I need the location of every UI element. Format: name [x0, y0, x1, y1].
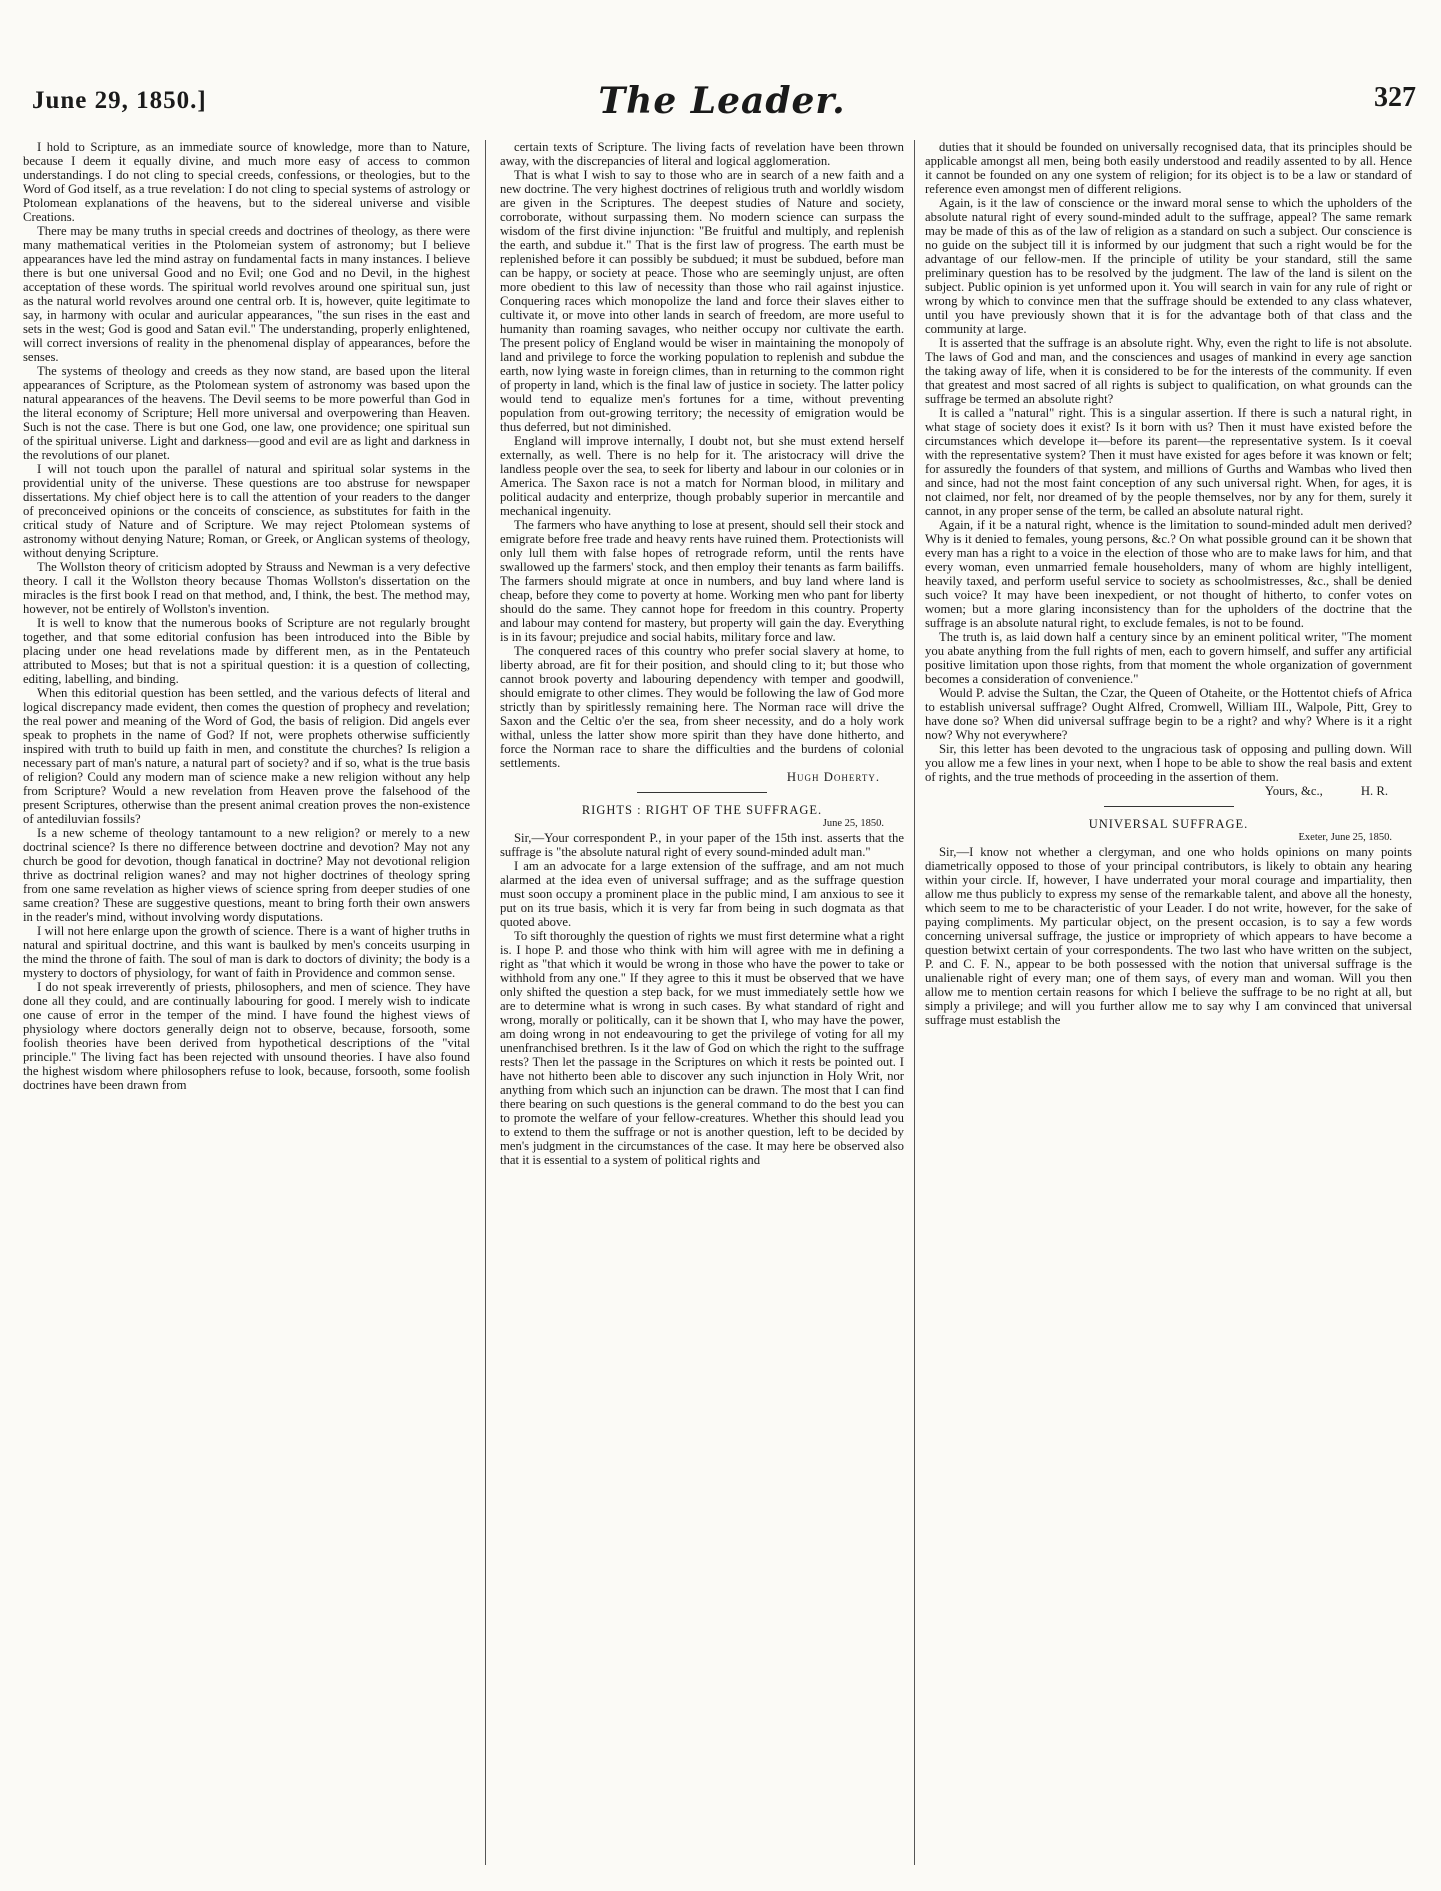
paragraph: Would P. advise the Sultan, the Czar, the Queen of Otaheite, or the Hottentot chiefs of Africa to establish universal suffrage? Ought Alfred, Cromwell, William III., Walpole, Pitt, Grey to have done so? When did universal suffrage begin to be a right? and why? Where is it a right now? Why not everywhere?: [925, 686, 1412, 742]
paragraph: The truth is, as laid down half a century since by an eminent political writer, "The moment you abate anything from the full rights of men, each to govern himself, and suffer any artificial positive limitation upon those rights, from that moment the whole organization of government becomes a consideration of convenience.": [925, 630, 1412, 686]
paragraph: The Wollston theory of criticism adopted by Strauss and Newman is a very defective theory. I call it the Wollston theory because Thomas Wollston's dissertation on the miracles is the first book I read on that method, and, I think, the best. The method may, however, not be entirely of Wollston's invention.: [23, 560, 470, 616]
section-divider: [1104, 806, 1234, 807]
paragraph: Sir,—I know not whether a clergyman, and one who holds opinions on many points diametrically opposed to those of your principal contributors, is likely to obtain any hearing within your circle. If, however, I have underrated your moral courage and impartiality, then allow me thus publicly to express my sense of the remarkable talent, and above all the honesty, which seem to me to be characteristic of your Leader. I do not write, however, for the sake of paying compliments. My particular object, on the present occasion, is to say a few words concerning universal suffrage, the justice or impropriety of which appears to have become a question betwixt certain of your correspondents. The two last who have written on the subject, P. and C. F. N., appear to be both possessed with the notion that universal suffrage is the unalienable right of every man; one of them says, of every man and woman. Will you then allow me to mention certain reasons for which I believe the suffrage to be no right at all, but simply a privilege; and will you further allow me to say why I am convinced that universal suffrage must establish the: [925, 845, 1412, 1027]
column-3: [925, 140, 1412, 1865]
page-number: 327: [1374, 82, 1416, 113]
author-name: Hugh Doherty.: [786, 770, 880, 784]
masthead: [22, 42, 1422, 122]
author-signature: [500, 770, 880, 784]
paragraph: It is well to know that the numerous books of Scripture are not regularly brought together, and that some editorial confusion has been introduced into the Bible by placing under one head revelations made by different men, as in the Pentateuch attributed to Moses; but that is not a spiritual question: it is a question of collecting, editing, labelling, and binding.: [23, 616, 470, 686]
dateline: June 25, 1850.: [822, 818, 884, 829]
paragraph: Again, is it the law of conscience or the inward moral sense to which the upholders of the absolute natural right of every sound-minded adult to the suffrage, appeal? The same remark may be made of this as of the law of religion as a standard on such a subject. Our conscience is no guide on the subject till it is informed by our judgment that such a right would be for the advantage of our fellow-men. If the principle of utility be your standard, still the same preliminary question has to be resolved by the judgment. The law of the land is silent on the subject. Public opinion is yet unformed upon it. You will search in vain for any rule of right or wrong by which to convince men that the suffrage should be extended to any class whatever, until you have previously shown that it is for the advantage both of that class and the community at large.: [925, 196, 1412, 336]
paragraph: I will not touch upon the parallel of natural and spiritual solar systems in the providential unity of the universe. These questions are too abstruse for newspaper dissertations. My chief object here is to call the attention of your readers to the danger of preconceived opinions or the conceits of conscience, as substitutes for faith in the critical study of Nature and of Scripture. We may reject Ptolomean systems of astronomy without denying Nature; Roman, or Greek, or Anglican systems of theology, without denying Scripture.: [23, 462, 470, 560]
column-2: [500, 140, 904, 1865]
paragraph: It is asserted that the suffrage is an absolute right. Why, even the right to life is not absolute. The laws of God and man, and the consciences and usages of mankind in every age sanction the taking away of life, when it is considered to be for the interests of the community. If even that greatest and most sacred of all rights is subject to qualification, on what grounds can the suffrage be termed an absolute right?: [925, 336, 1412, 406]
issue-date: June 29, 1850.]: [32, 87, 207, 114]
column-1: [23, 140, 470, 1865]
paragraph: The systems of theology and creeds as they now stand, are based upon the literal appearances of Scripture, as the Ptolomean system of astronomy was based upon the natural appearances of the heavens. The Devil seems to be more powerful than God in the literal economy of Scripture; Hell more universal and overpowering than Heaven. Such is not the case. There is but one God, one law, one providence; one spiritual sun of the spiritual universe. Light and darkness—good and evil are as light and darkness in the revolutions of our planet.: [23, 364, 470, 462]
paragraph: The conquered races of this country who prefer social slavery at home, to liberty abroad, are fit for their position, and should cling to it; but those who cannot brook poverty and labouring dependency with temper and goodwill, should emigrate to other climes. They would be following the law of God more strictly than by spiritlessly remaining here. The Norman race will drive the Saxon and the Celtic o'er the sea, from sheer necessity, and do a holy work withal, unless the latter show more spirit than they have done hitherto, and force the Norman race to share the difficulties and the burdens of colonial settlements.: [500, 644, 904, 770]
paragraph: To sift thoroughly the question of rights we must first determine what a right is. I hope P. and those who think with him will agree with me in defining a right as "that which it would be wrong in those who have the power to take or withhold from any one." If they agree to this it must be observed that we have only shifted the question a step back, for we must immediately settle how we are to determine what is wrong in such cases. By what standard of right and wrong, morally or politically, can it be shown that I, who may have the power, am doing wrong in not endeavouring to get the privilege of voting for all my unenfranchised brethren. Is it the law of God on which the right to the suffrage rests? Then let the passage in the Scriptures on which it rests be pointed out. I have not hitherto been able to discover any such injunction in Holy Writ, nor anything from which such an injunction can be drawn. The most that I can find there bearing on such questions is the general command to do the best you can to promote the welfare of your fellow-creatures. Whether this should lead you to extend to them the suffrage or not is another question, left to be decided by men's judgment in the circumstances of the case. It may here be observed also that it is essential to a system of political rights and: [500, 929, 904, 1167]
newspaper-title: The Leader.: [598, 80, 846, 122]
section-divider: [637, 792, 767, 793]
column-divider: [914, 140, 915, 1865]
paragraph: duties that it should be founded on universally recognised data, that its principles should be applicable amongst all men, being both easily understood and readily assented to by all. Hence it cannot be founded on any one system of religion; for its object is to be a law or standard of reference even amongst men of different religions.: [925, 140, 1412, 196]
paragraph: I hold to Scripture, as an immediate source of knowledge, more than to Nature, because I deem it equally divine, and much more easy of access to common understandings. I do not cling to special creeds, confessions, or theologies, but to the Word of God itself, as a true revelation: I do not cling to special systems of astrology or Ptolomean explanations of the heavens, but to the sidereal universe and visible Creations.: [23, 140, 470, 224]
column-divider: [485, 140, 486, 1865]
paragraph: certain texts of Scripture. The living facts of revelation have been thrown away, with the discrepancies of literal and logical agglomeration.: [500, 140, 904, 168]
paragraph: Again, if it be a natural right, whence is the limitation to sound-minded adult men derived? Why is it denied to females, young persons, &c.? On what possible ground can it be shown that every man has a right to a voice in the election of those who are to make laws for him, and that every woman, even unmarried female householders, many of whom are highly intelligent, heavily taxed, and perform useful service to society as schoolmistresses, &c., shall be denied such voice? It may have been inexpedient, or not thought of hitherto, to confer votes on women; but a more glaring inconsistency than for the upholders of the doctrine that the suffrage is an absolute natural right, to exclude females, is not to be found.: [925, 518, 1412, 630]
paragraph: Is a new scheme of theology tantamount to a new religion? or merely to a new doctrinal science? Is there no difference between doctrine and devotion? May not any church be good for devotion, though fanatical in doctrine? May not devotional religion thrive as doctrinal religion wanes? and may not higher doctrines of theology spring from one same revelation as higher views of science spring from deeper studies of one same creation? These are suggestive questions, meant to bring forth their own answers in the reader's mind, without involving wordy disputations.: [23, 826, 470, 924]
letter-signature: [925, 784, 1388, 798]
paragraph: It is called a "natural" right. This is a singular assertion. If there is such a natural right, in what stage of society does it exist? Is it born with us? Then it must have existed before the circumstances which develope it—before its parent—the representative system. Is it coeval with the representative system? Then it must have existed for ages before it was known or felt; for assuredly the founders of that system, and millions of Gurths and Wambas who lived then and since, had not the most faint conception of any such universal right. When, for ages, it is not claimed, nor felt, nor dreamed of by the people themselves, nor by any for them, surely it cannot, in any proper sense of the term, be called an absolute natural right.: [925, 406, 1412, 518]
paragraph: Sir,—Your correspondent P., in your paper of the 15th inst. asserts that the suffrage is "the absolute natural right of every sound-minded adult man.": [500, 831, 904, 859]
paragraph: The farmers who have anything to lose at present, should sell their stock and emigrate before free trade and heavy rents have ruined them. Protectionists will only lull them with false hopes of retrograde reform, until the rents have swallowed up the farmers' stock, and then employ their tenants as farm bailiffs. The farmers should migrate at once in numbers, and buy land where land is cheap, before they come to poverty at home. Working men who pant for liberty should do the same. They cannot hope for freedom in this country. Property and labour may contend for mastery, but property will gain the day. Everything is in its favour; prejudice and social habits, military force and law.: [500, 518, 904, 644]
paragraph: That is what I wish to say to those who are in search of a new faith and a new doctrine. The very highest doctrines of religious truth and worldly wisdom are given in the Scriptures. The deepest studies of Nature and society, corroborate, without surpassing them. No modern science can surpass the wisdom of the first divine injunction: "Be fruitful and multiply, and replenish the earth, and subdue it." That is the first law of progress. The earth must be replenished before it can possibly be subdued; it must be subdued, before man can be happy, or society at peace. Those who are seemingly unjust, are often more obedient to this law of necessity than those who rail against injustice. Conquering races which monopolize the land and force their slaves either to cultivate it, or move into other lands in search of freedom, are more useful to humanity than roaming savages, who neither occupy nor cultivate the earth. The present policy of England would be wiser in maintaining the monopoly of land and privilege to force the working population to replenish and subdue the earth, now lying waste in foreign climes, than in returning to the common right of property in land, which is the final law of justice in society. The latter policy would tend to equalize men's fortunes for a time, without preventing population from out-growing territory; the necessity of emigration would be thus deferred, but not diminished.: [500, 168, 904, 434]
paragraph: Sir, this letter has been devoted to the ungracious task of opposing and pulling down. Will you allow me a few lines in your next, when I hope to be able to show the real basis and extent of rights, and the true methods of proceeding in the assertion of them.: [925, 742, 1412, 784]
paragraph: There may be many truths in special creeds and doctrines of theology, as there were many mathematical verities in the Ptolomeian system of astronomy; but I believe appearances have led the mind astray on fundamental facts in many instances. I believe there is but one universal Good and no Evil; one God and no Devil, in the highest acceptation of these words. The spiritual world revolves around one spiritual sun, just as the natural world revolves around one central orb. It is, however, quite legitimate to say, in harmony with ocular and auricular appearances, "the sun rises in the east and sets in the west; God is good and Satan evil." The understanding, properly enlightened, will correct inversions of reality in the phenomenal display of appearances, before the senses.: [23, 224, 470, 364]
article-heading: RIGHTS : RIGHT OF THE SUFFRAGE.: [581, 803, 823, 817]
paragraph: England will improve internally, I doubt not, but she must extend herself externally, as well. There is no help for it. The aristocracy will drive the landless people over the sea, to seek for liberty and labour in our colonies or in America. The Saxon race is not a match for Norman blood, in military and political audacity and enterprize, though probably superior in mercantile and mechanical ingenuity.: [500, 434, 904, 518]
article-heading: UNIVERSAL SUFFRAGE.: [1088, 817, 1249, 831]
dateline: Exeter, June 25, 1850.: [1298, 832, 1392, 843]
paragraph: I am an advocate for a large extension of the suffrage, and am not much alarmed at the idea even of universal suffrage; and as the suffrage question must soon occupy a prominent place in the public mind, I am anxious to see it put on its true basis, which it is very far from being in such dogmata as that quoted above.: [500, 859, 904, 929]
initials: H. R.: [1360, 784, 1388, 798]
paragraph: I will not here enlarge upon the growth of science. There is a want of higher truths in natural and spiritual doctrine, and this want is baulked by men's conceits usurping in the mind the throne of faith. The soul of man is dark to doctors of divinity; the body is a mystery to doctors of physiology, for want of faith in Providence and common sense.: [23, 924, 470, 980]
paragraph: I do not speak irreverently of priests, philosophers, and men of science. They have done all they could, and are continually labouring for good. I merely wish to indicate one cause of error in the temper of the mind. I have found the highest views of physiology where doctors generally deign not to observe, because, forsooth, some foolish theories have been derived from hypothetical descriptions of the "vital principle." The living fact has been rejected with unsound theories. I have also found the highest wisdom where philosophers refuse to look, because, forsooth, some foolish doctrines have been drawn from: [23, 980, 470, 1092]
paragraph: When this editorial question has been settled, and the various defects of literal and logical discrepancy made evident, then comes the question of prophecy and revelation; the real power and meaning of the Word of God, the basis of religion. Did angels ever speak to prophets in the name of God? If not, were prophets otherwise sufficiently inspired with truth to build up faith in men, and constitute the churches? Is religion a necessary part of man's nature, a natural part of society? and if so, what is the true basis of religion? Could any modern man of science make a new religion without any help from Scripture? Would a new revelation from Heaven prove the falsehood of the present Scriptures, otherwise than the present animal creation proves the non-existence of antediluvian fossils?: [23, 686, 470, 826]
closing: Yours, &c.,: [1264, 784, 1323, 798]
